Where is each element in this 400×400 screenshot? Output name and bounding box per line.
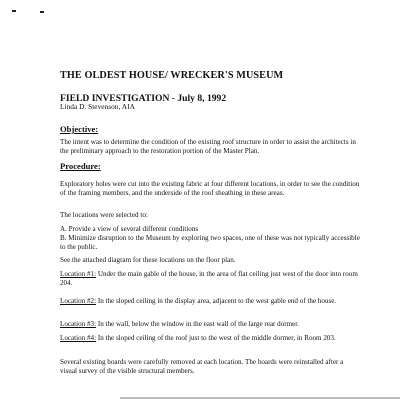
- author-line: Linda D. Stevenson, AIA: [60, 102, 135, 111]
- location-1-label: Location #1:: [60, 270, 97, 278]
- scan-mark: [40, 11, 44, 13]
- location-3-text: In the wall, below the window in the east wall of the large rear dormer.: [96, 320, 300, 328]
- location-4-paragraph: [60, 334, 360, 343]
- closing-paragraph: Several existing boards were carefully removed at each location. The boards were reinstalled after a visual survey of the visible structural members.: [60, 358, 344, 375]
- document-subtitle: FIELD INVESTIGATION - July 8, 1992: [60, 93, 227, 104]
- location-4-label: Location #4:: [60, 334, 97, 342]
- scan-edge-mark: [120, 397, 400, 399]
- objective-paragraph: The intent was to determine the condition of the existing roof structure in order to assist the architects in the preliminary approach to the restoration portion of the Master Plan.: [60, 138, 356, 155]
- list-item-a: A. Provide a view of several different conditions: [60, 225, 199, 233]
- diagram-note: See the attached diagram for these locations on the floor plan.: [60, 256, 236, 264]
- location-2-label: Location #2:: [60, 297, 97, 305]
- objective-heading: Objective:: [60, 124, 99, 134]
- location-4-text: In the sloped ceiling of the roof just to the west of the middle dormer, in Room 203.: [96, 334, 336, 342]
- locations-intro: The locations were selected to:: [60, 211, 148, 219]
- document-title: THE OLDEST HOUSE/ WRECKER'S MUSEUM: [60, 70, 284, 81]
- location-3-label: Location #3:: [60, 320, 97, 328]
- location-2-text: In the sloped ceiling in the display area, adjacent to the west gable end of the house.: [96, 297, 337, 305]
- procedure-paragraph: Exploratory holes were cut into the existing fabric at four different locations, in order to see the condition of the framing members, and the underside of the roof sheathing in these areas.: [60, 180, 360, 197]
- location-3-paragraph: [60, 320, 360, 329]
- procedure-heading: Procedure:: [60, 161, 101, 171]
- list-item-b: B. Minimize disruption to the Museum by exploring two spaces, one of these was not typically accessible to the public.: [60, 234, 360, 251]
- location-1-text: Under the main gable of the house, in the area of flat ceiling just west of the door into room 204.: [60, 270, 358, 287]
- location-2-paragraph: [60, 297, 360, 306]
- location-1-paragraph: [60, 270, 360, 288]
- scan-mark: [12, 10, 16, 12]
